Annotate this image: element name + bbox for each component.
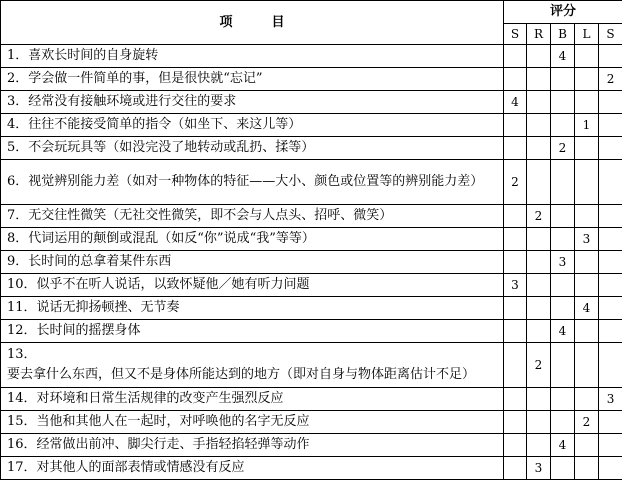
score-cell: 2 — [504, 160, 527, 205]
score-cell: 2 — [599, 68, 622, 91]
item-cell — [1, 68, 504, 91]
score-cell — [504, 137, 527, 160]
table-row — [1, 457, 622, 480]
table-row — [1, 251, 622, 274]
item-number: 10． — [7, 277, 37, 292]
item-text: 经常没有接触环境或进行交往的要求 — [28, 94, 237, 109]
score-cell — [504, 434, 527, 457]
item-text: 当他和其他人在一起时，对呼唤他的名字无反应 — [36, 414, 310, 429]
item-number: 5． — [7, 140, 29, 155]
score-cell — [551, 228, 575, 251]
table-row — [1, 297, 622, 320]
item-cell — [1, 320, 504, 343]
score-cell — [551, 457, 575, 480]
score-cell: 4 — [551, 45, 575, 68]
col-header-b: B — [551, 24, 575, 45]
score-cell: 4 — [551, 434, 575, 457]
item-number: 6． — [7, 174, 29, 189]
score-cell — [527, 434, 551, 457]
col-header-l: L — [575, 24, 599, 45]
score-cell — [527, 68, 551, 91]
score-cell: 3 — [599, 388, 622, 411]
item-cell — [1, 434, 504, 457]
score-cell — [599, 137, 622, 160]
item-cell — [1, 274, 504, 297]
score-cell — [527, 274, 551, 297]
score-cell — [504, 205, 527, 228]
score-cell — [599, 457, 622, 480]
table-row — [1, 274, 622, 297]
score-cell: 2 — [575, 411, 599, 434]
score-cell: 2 — [551, 137, 575, 160]
item-number: 14． — [7, 391, 37, 406]
score-cell: 1 — [575, 114, 599, 137]
item-text: 往往不能接受简单的指令（如坐下、来这儿等） — [28, 117, 302, 132]
score-cell — [504, 68, 527, 91]
item-cell — [1, 251, 504, 274]
col-header-s2: S — [599, 24, 622, 45]
score-cell — [527, 320, 551, 343]
score-cell — [575, 205, 599, 228]
score-cell — [527, 228, 551, 251]
item-cell — [1, 91, 504, 114]
score-cell — [575, 343, 599, 388]
item-text: 无交往性微笑（无社交性微笑，即不会与人点头、招呼、微笑） — [28, 208, 393, 223]
table-row — [1, 45, 622, 68]
score-cell: 3 — [504, 274, 527, 297]
score-cell — [599, 114, 622, 137]
item-cell — [1, 137, 504, 160]
table-row — [1, 114, 622, 137]
col-header-r: R — [527, 24, 551, 45]
item-cell — [1, 388, 504, 411]
score-cell — [551, 388, 575, 411]
score-header — [504, 1, 622, 24]
score-cell — [575, 251, 599, 274]
score-cell — [527, 137, 551, 160]
item-text: 视觉辨别能力差（如对一种物体的特征——大小、颜色或位置等的辨别能力差） — [28, 174, 484, 189]
score-cell — [527, 297, 551, 320]
item-cell — [1, 160, 504, 205]
score-cell — [575, 274, 599, 297]
table-row — [1, 137, 622, 160]
score-cell — [551, 114, 575, 137]
score-cell — [599, 45, 622, 68]
score-cell — [527, 114, 551, 137]
col-header-s1: S — [504, 24, 527, 45]
score-cell: 3 — [527, 457, 551, 480]
score-cell: 2 — [527, 205, 551, 228]
item-cell — [1, 205, 504, 228]
table-row — [1, 320, 622, 343]
score-cell — [599, 91, 622, 114]
item-text: 长时间的总拿着某件东西 — [28, 254, 172, 269]
item-text: 喜欢长时间的自身旋转 — [28, 48, 159, 63]
score-cell — [504, 411, 527, 434]
score-cell: 4 — [551, 320, 575, 343]
score-cell — [599, 228, 622, 251]
score-cell — [504, 320, 527, 343]
item-number: 15． — [7, 414, 37, 429]
item-text: 说话无抑扬顿挫、无节奏 — [36, 300, 180, 315]
score-cell — [575, 68, 599, 91]
score-cell — [527, 160, 551, 205]
score-cell — [575, 457, 599, 480]
item-number: 13． — [7, 347, 37, 362]
score-cell — [599, 411, 622, 434]
item-number: 17． — [7, 460, 37, 475]
item-number: 7． — [7, 208, 29, 223]
score-cell — [527, 388, 551, 411]
score-cell — [575, 160, 599, 205]
item-text: 经常做出前冲、脚尖行走、手指轻掐轻弹等动作 — [36, 437, 310, 452]
item-number: 12． — [7, 323, 37, 338]
score-cell — [599, 205, 622, 228]
score-cell — [599, 434, 622, 457]
item-text: 对环境和日常生活规律的改变产生强烈反应 — [36, 391, 284, 406]
score-cell — [504, 388, 527, 411]
item-text: 长时间的摇摆身体 — [36, 323, 141, 338]
table-row — [1, 388, 622, 411]
item-text: 似乎不在听人说话，以致怀疑他／她有听力问题 — [36, 277, 310, 292]
score-cell — [575, 91, 599, 114]
score-cell — [551, 68, 575, 91]
table-row — [1, 91, 622, 114]
score-cell — [551, 205, 575, 228]
item-number: 2． — [7, 71, 29, 86]
item-number: 3． — [7, 94, 29, 109]
item-number: 4． — [7, 117, 29, 132]
item-number: 11． — [7, 300, 37, 315]
score-cell — [504, 297, 527, 320]
score-cell — [551, 297, 575, 320]
item-text: 对其他人的面部表情或情感没有反应 — [36, 460, 245, 475]
item-cell — [1, 297, 504, 320]
table-row — [1, 343, 622, 388]
score-cell — [551, 343, 575, 388]
item-number: 16． — [7, 437, 37, 452]
item-cell — [1, 343, 504, 388]
score-cell: 4 — [504, 91, 527, 114]
score-cell: 3 — [551, 251, 575, 274]
table-row — [1, 434, 622, 457]
table-row — [1, 205, 622, 228]
score-header-label: 评分 — [550, 4, 577, 19]
score-cell — [504, 457, 527, 480]
score-cell — [504, 251, 527, 274]
score-cell — [575, 434, 599, 457]
score-cell — [599, 251, 622, 274]
table-row — [1, 68, 622, 91]
item-text: 学会做一件简单的事，但是很快就“忘记” — [28, 71, 263, 86]
score-cell — [599, 297, 622, 320]
score-cell — [504, 228, 527, 251]
score-cell: 4 — [575, 297, 599, 320]
score-cell — [599, 343, 622, 388]
item-text: 代词运用的颠倒或混乱（如反“你”说成“我”等等） — [28, 231, 315, 246]
score-cell — [575, 45, 599, 68]
score-cell — [599, 274, 622, 297]
score-cell — [575, 320, 599, 343]
score-cell — [551, 160, 575, 205]
score-cell — [527, 251, 551, 274]
item-cell — [1, 228, 504, 251]
score-cell — [527, 91, 551, 114]
score-cell — [599, 160, 622, 205]
item-cell — [1, 457, 504, 480]
item-text: 不会玩玩具等（如没完没了地转动或乱扔、揉等） — [28, 140, 315, 155]
score-cell — [551, 274, 575, 297]
score-cell — [551, 91, 575, 114]
score-cell: 2 — [527, 343, 551, 388]
item-cell — [1, 411, 504, 434]
table-body — [1, 45, 622, 480]
item-number: 1． — [7, 48, 29, 63]
score-cell — [575, 388, 599, 411]
item-cell — [1, 45, 504, 68]
score-cell — [575, 137, 599, 160]
score-cell — [527, 45, 551, 68]
item-cell — [1, 114, 504, 137]
table-row — [1, 228, 622, 251]
item-number: 9． — [7, 254, 29, 269]
score-cell — [551, 411, 575, 434]
score-cell: 3 — [575, 228, 599, 251]
score-cell — [504, 45, 527, 68]
item-header — [1, 1, 504, 45]
score-cell — [599, 320, 622, 343]
table-row — [1, 160, 622, 205]
score-cell — [504, 343, 527, 388]
item-number: 8． — [7, 231, 29, 246]
item-text: 要去拿什么东西，但又不是身体所能达到的地方（即对自身与物体距离估计不足） — [7, 367, 476, 382]
table-row — [1, 411, 622, 434]
item-header-label: 项 目 — [219, 14, 285, 30]
score-cell — [504, 114, 527, 137]
score-cell — [527, 411, 551, 434]
